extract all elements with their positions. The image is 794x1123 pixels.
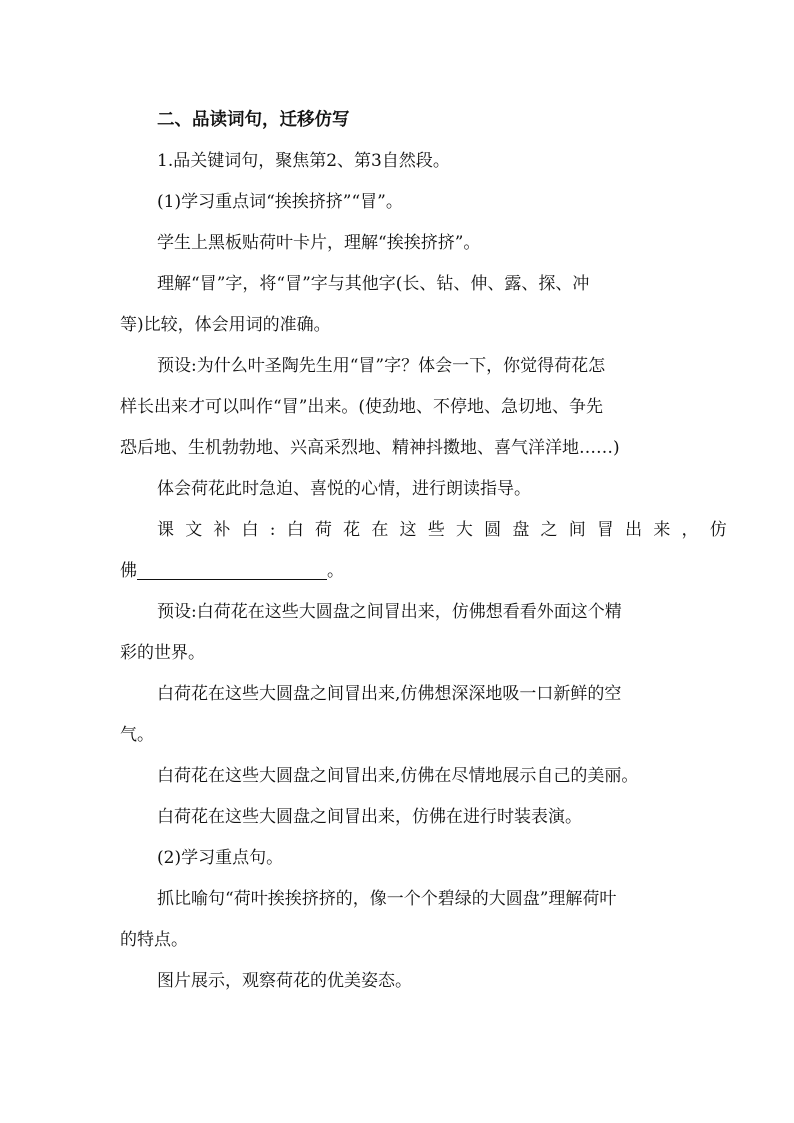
preset-1-line-2: 样长出来才可以叫作“冒”出来。(使劲地、不停地、急切地、争先 [120, 397, 604, 417]
simile-line-1: 抓比喻句“荷叶挨挨挤挤的，像一个个碧绿的大圆盘”理解荷叶 [157, 889, 617, 909]
fill-in-blank [137, 559, 327, 580]
preset-2-line-1: 预设:白荷花在这些大圆盘之间冒出来，仿佛想看看外面这个精 [157, 602, 622, 622]
example-3: 白荷花在这些大圆盘之间冒出来，仿佛在进行时装表演。 [157, 807, 582, 827]
section-heading: 二、品读词句，迁移仿写 [157, 110, 350, 130]
subitem-2-title: (2)学习重点句。 [157, 848, 284, 868]
supplement-suffix: 。 [327, 561, 344, 581]
paragraph-mao-line-1: 理解“冒”字，将“冒”字与其他字(长、钻、伸、露、探、冲 [157, 274, 590, 294]
supplement-line-1: 课文补白:白荷花在这些大圆盘之间冒出来，仿 [157, 520, 738, 540]
supplement-prefix: 佛 [120, 561, 137, 581]
supplement-line-2 [120, 551, 675, 592]
example-1-line-2: 气。 [120, 725, 154, 745]
preset-2-line-2: 彩的世界。 [120, 643, 205, 663]
paragraph-blackboard: 学生上黑板贴荷叶卡片，理解“挨挨挤挤”。 [157, 233, 481, 253]
item-1-title: 1.品关键词句，聚焦第2、第3自然段。 [157, 151, 450, 171]
paragraph-picture: 图片展示，观察荷花的优美姿态。 [157, 971, 412, 991]
example-2: 白荷花在这些大圆盘之间冒出来,仿佛在尽情地展示自己的美丽。 [157, 766, 639, 786]
subitem-1-title: (1)学习重点词“挨挨挤挤”“冒”。 [157, 192, 403, 212]
paragraph-mao-line-2: 等)比较，体会用词的准确。 [120, 315, 331, 335]
simile-line-2: 的特点。 [120, 930, 188, 950]
preset-1-line-3: 恐后地、生机勃勃地、兴高采烈地、精神抖擞地、喜气洋洋地……) [120, 438, 620, 458]
paragraph-feel: 体会荷花此时急迫、喜悦的心情，进行朗读指导。 [157, 479, 531, 499]
document-body [120, 100, 738, 1002]
preset-1-line-1: 预设:为什么叶圣陶先生用“冒”字？体会一下，你觉得荷花怎 [157, 356, 606, 376]
example-1-line-1: 白荷花在这些大圆盘之间冒出来,仿佛想深深地吸一口新鲜的空 [157, 684, 622, 704]
